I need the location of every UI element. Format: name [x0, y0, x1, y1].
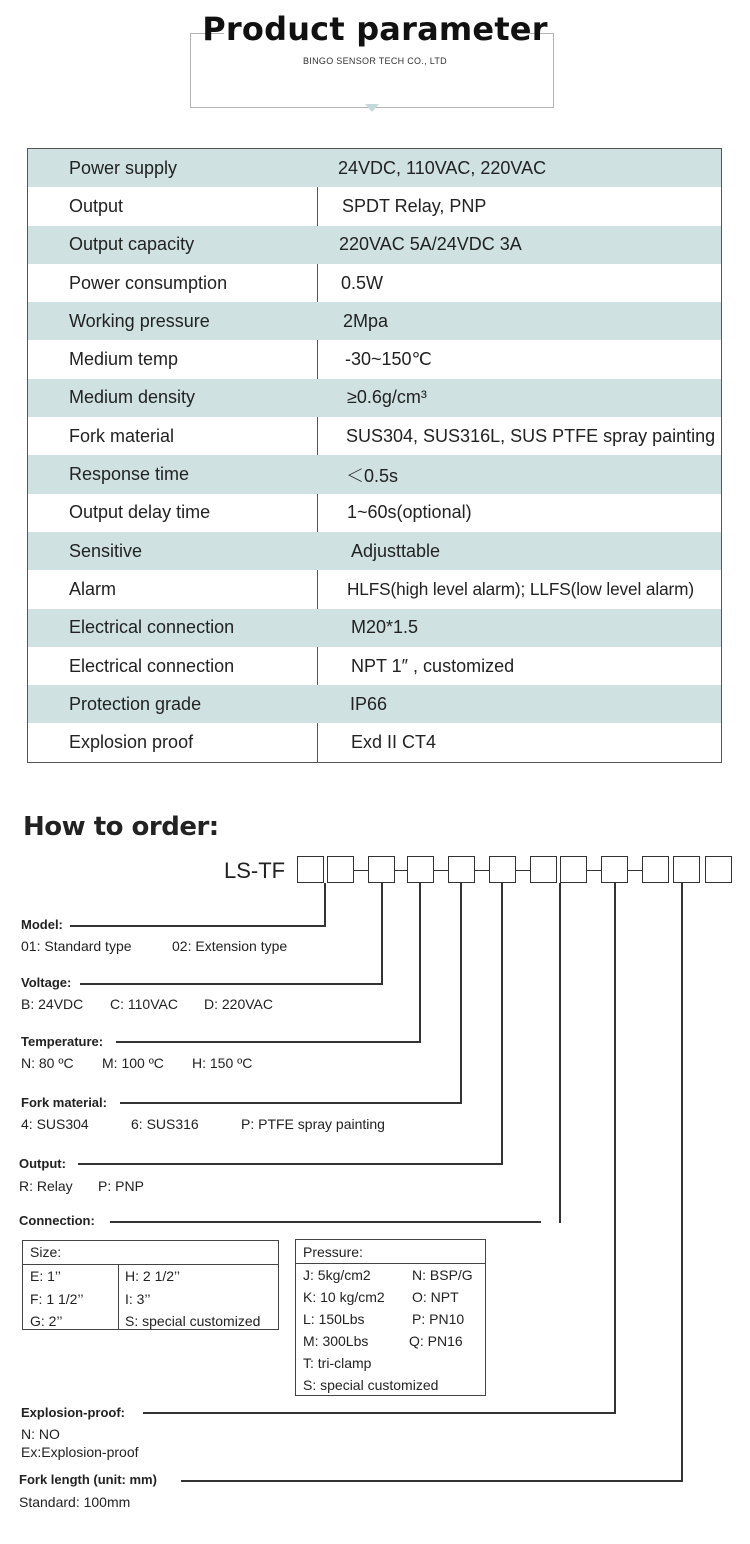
- leader-line: [419, 883, 421, 1041]
- leader-line: [110, 1221, 541, 1223]
- fork-length-option: Standard: 100mm: [19, 1494, 131, 1510]
- code-box: [448, 856, 475, 883]
- param-name: Power consumption: [69, 272, 228, 293]
- param-name: Explosion proof: [69, 732, 194, 753]
- table-row: [28, 494, 721, 532]
- size-option: S: special customized: [125, 1313, 261, 1329]
- connector-dash: [475, 870, 489, 871]
- param-name: Output capacity: [69, 234, 195, 255]
- temperature-option: N: 80 ºC: [21, 1055, 74, 1071]
- table-row: [28, 264, 721, 302]
- param-value: 0.5W: [341, 272, 384, 293]
- fork-material-option: 4: SUS304: [21, 1116, 89, 1132]
- param-name: Fork material: [69, 425, 175, 446]
- leader-line: [460, 883, 462, 1103]
- pressure-table-divider: [296, 1263, 485, 1264]
- param-name: Alarm: [69, 578, 117, 599]
- pressure-option: M: 300Lbs: [303, 1333, 369, 1349]
- code-box: [530, 856, 557, 883]
- table-row: [28, 302, 721, 340]
- pressure-option: N: BSP/G: [412, 1267, 473, 1283]
- param-value: Exd II CT4: [351, 732, 437, 753]
- connector-dash: [395, 870, 407, 871]
- table-row: [28, 187, 721, 225]
- model-code-prefix: LS-TF: [224, 858, 286, 883]
- code-box: [601, 856, 628, 883]
- connector-dash: [434, 870, 448, 871]
- leader-line: [78, 1163, 503, 1165]
- size-option: I: 3’’: [125, 1291, 151, 1307]
- param-name: Sensitive: [69, 540, 143, 561]
- param-value: IP66: [350, 693, 388, 714]
- leader-line: [681, 883, 683, 1481]
- pressure-option: P: PN10: [412, 1311, 465, 1327]
- param-name: Protection grade: [69, 693, 202, 714]
- triangle-down-icon: [365, 104, 379, 112]
- fork-material-label: Fork material:: [21, 1095, 107, 1110]
- table-row: [28, 379, 721, 417]
- size-table-divider: [118, 1264, 119, 1329]
- voltage-option: B: 24VDC: [21, 996, 84, 1012]
- param-value: 220VAC 5A/24VDC 3A: [339, 234, 522, 255]
- model-option: 01: Standard type: [21, 938, 132, 954]
- pressure-option: Q: PN16: [409, 1333, 463, 1349]
- explosion-proof-option: N: NO: [21, 1426, 60, 1442]
- temperature-option: H: 150 ºC: [192, 1055, 253, 1071]
- param-name: Electrical connection: [69, 655, 235, 676]
- fork-material-option: P: PTFE spray painting: [241, 1116, 385, 1132]
- param-name: Response time: [69, 464, 190, 485]
- size-option: H: 2 1/2’’: [125, 1268, 180, 1284]
- output-option: P: PNP: [98, 1178, 144, 1194]
- size-option: F: 1 1/2’’: [30, 1291, 84, 1307]
- model-label: Model:: [21, 917, 63, 932]
- table-row: [28, 149, 721, 187]
- param-name: Output: [69, 195, 124, 216]
- parameter-table: [27, 148, 722, 763]
- param-value: -30~150℃: [345, 349, 432, 370]
- connector-dash: [587, 870, 601, 871]
- explosion-proof-label: Explosion-proof:: [21, 1405, 125, 1420]
- table-row: [28, 226, 721, 264]
- explosion-proof-option: Ex:Explosion-proof: [21, 1444, 139, 1460]
- size-option: G: 2’’: [30, 1313, 63, 1329]
- param-value: 2Mpa: [343, 310, 389, 331]
- pressure-table: [295, 1239, 486, 1396]
- leader-line: [381, 883, 383, 983]
- company-name: BINGO SENSOR TECH CO., LTD: [303, 56, 447, 66]
- param-value: 1~60s(optional): [347, 502, 472, 523]
- connector-dash: [354, 870, 368, 871]
- table-row: [28, 647, 721, 685]
- param-value: HLFS(high level alarm); LLFS(low level alarm): [347, 578, 694, 599]
- param-name: Working pressure: [69, 310, 210, 331]
- size-table: [22, 1240, 279, 1330]
- code-box: [327, 856, 354, 883]
- size-table-divider: [23, 1264, 278, 1265]
- output-label: Output:: [19, 1156, 66, 1171]
- param-value: SPDT Relay, PNP: [342, 195, 487, 216]
- temperature-option: M: 100 ºC: [102, 1055, 164, 1071]
- param-value: SUS304, SUS316L, SUS PTFE spray painting: [346, 425, 716, 446]
- leader-line: [324, 883, 326, 925]
- order-title: How to order:: [23, 812, 219, 842]
- leader-line: [614, 883, 616, 1413]
- temperature-label: Temperature:: [21, 1034, 104, 1049]
- code-box: [705, 856, 732, 883]
- code-box: [489, 856, 516, 883]
- param-value: ＜0.5s: [346, 465, 399, 486]
- pressure-option: T: tri-clamp: [303, 1355, 372, 1371]
- fork-length-label: Fork length (unit: mm): [19, 1472, 157, 1487]
- voltage-option: C: 110VAC: [110, 996, 178, 1012]
- param-name: Power supply: [69, 157, 178, 178]
- param-value: ≥0.6g/cm³: [347, 387, 427, 408]
- pressure-title: Pressure:: [303, 1244, 363, 1260]
- param-value: M20*1.5: [351, 617, 419, 638]
- pressure-option: J: 5kg/cm2: [303, 1267, 371, 1283]
- code-box: [673, 856, 700, 883]
- table-row: [28, 340, 721, 378]
- leader-line: [70, 925, 326, 927]
- voltage-label: Voltage:: [21, 975, 72, 990]
- voltage-option: D: 220VAC: [204, 996, 273, 1012]
- leader-line: [120, 1102, 462, 1104]
- code-box: [297, 856, 324, 883]
- code-box: [560, 856, 587, 883]
- size-option: E: 1’’: [30, 1268, 61, 1284]
- code-box: [407, 856, 434, 883]
- leader-line: [80, 983, 383, 985]
- connector-dash: [516, 870, 530, 871]
- table-row: [28, 532, 721, 570]
- leader-line: [501, 883, 503, 1163]
- param-name: Medium temp: [69, 349, 179, 370]
- table-row: [28, 609, 721, 647]
- pressure-option: K: 10 kg/cm2: [303, 1289, 385, 1305]
- table-row: [28, 455, 721, 493]
- page-title: Product parameter: [202, 10, 548, 48]
- output-option: R: Relay: [19, 1178, 73, 1194]
- code-box: [642, 856, 669, 883]
- table-row: [28, 417, 721, 455]
- param-name: Medium density: [69, 387, 196, 408]
- pressure-option: S: special customized: [303, 1377, 439, 1393]
- leader-line: [143, 1412, 616, 1414]
- connector-dash: [628, 870, 642, 871]
- pressure-option: L: 150Lbs: [303, 1311, 365, 1327]
- size-title: Size:: [30, 1244, 62, 1260]
- connection-label: Connection:: [19, 1213, 95, 1228]
- param-value: 24VDC, 110VAC, 220VAC: [338, 157, 547, 178]
- param-value: Adjusttable: [351, 540, 441, 561]
- leader-line: [181, 1480, 683, 1482]
- table-row: [28, 570, 721, 608]
- table-row: [28, 685, 721, 723]
- param-name: Output delay time: [69, 502, 211, 523]
- pressure-option: O: NPT: [412, 1289, 459, 1305]
- model-option: 02: Extension type: [172, 938, 288, 954]
- leader-line: [116, 1041, 421, 1043]
- fork-material-option: 6: SUS316: [131, 1116, 199, 1132]
- leader-line: [559, 883, 561, 1223]
- code-box: [368, 856, 395, 883]
- param-name: Electrical connection: [69, 617, 235, 638]
- param-value: NPT 1″ , customized: [351, 655, 515, 676]
- table-row: [28, 723, 721, 761]
